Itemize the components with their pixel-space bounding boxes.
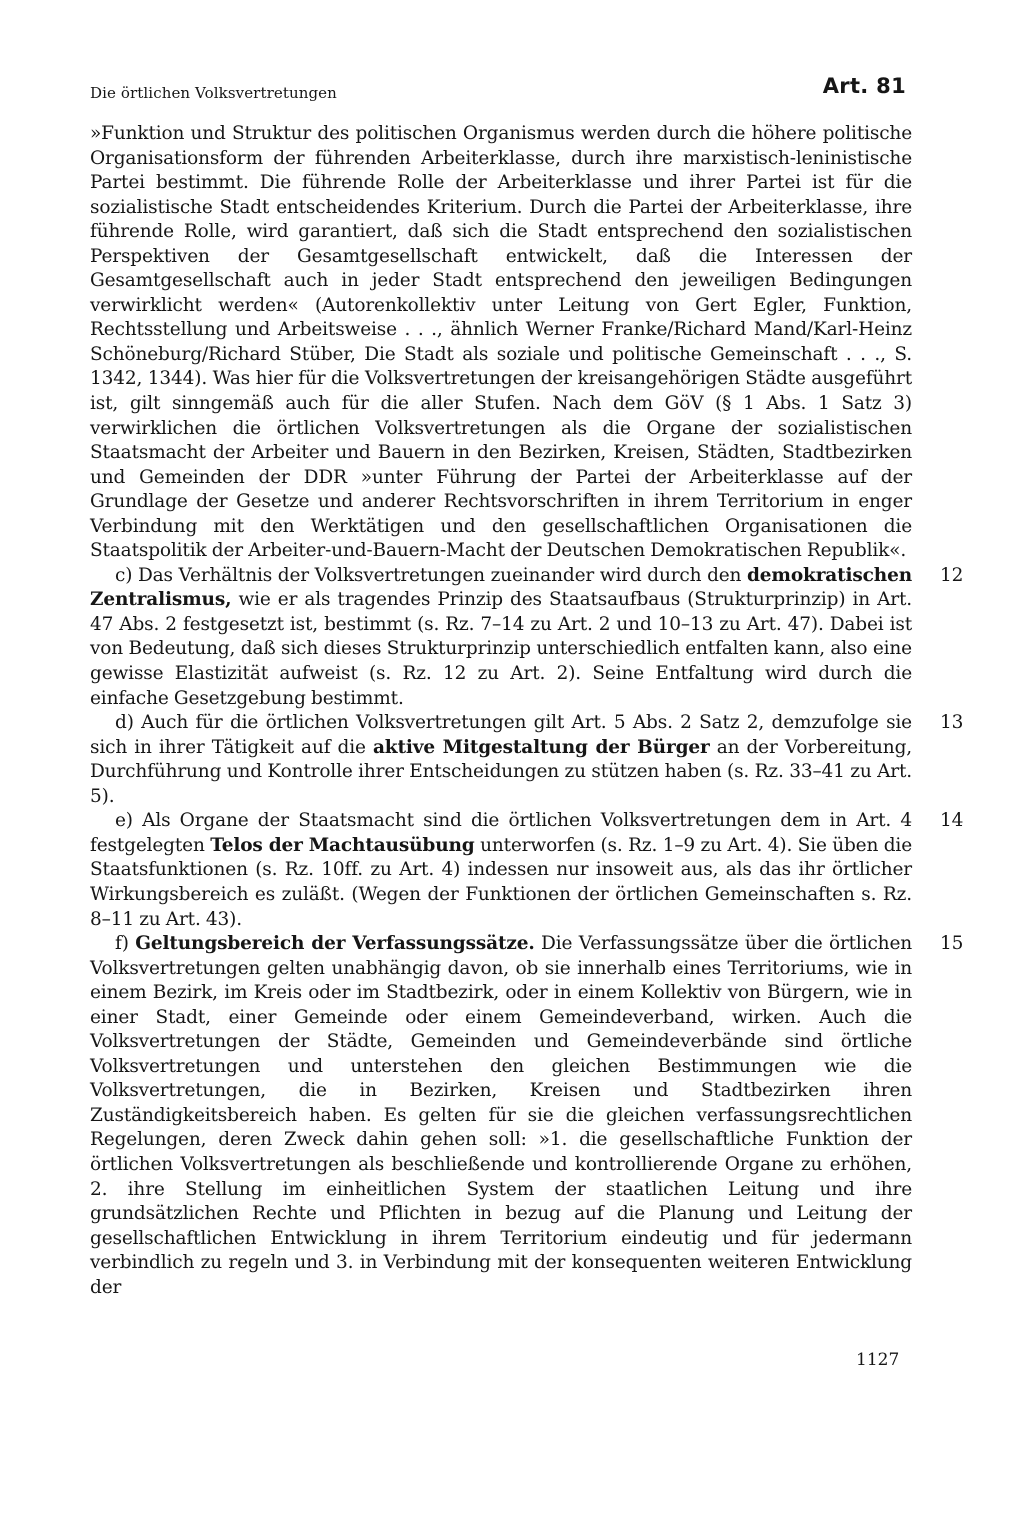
paragraph-lead: e) Als Organe der Staatsmacht sind die örtlichen Volksvertretungen dem in Art. 4 festgelegten <box>90 810 912 856</box>
body-text <box>90 122 964 1300</box>
paragraph-e <box>90 809 964 932</box>
emphasis-term: demokratischen Zentralismus, <box>90 564 912 611</box>
paragraph-rest: Die Verfassungssätze über die örtlichen Volksvertretungen gelten unabhängig davon, ob sie innerhalb eines Territoriums, wie in einem Bezirk, im Kreis oder im Stadtbezirk, oder in einem Kollektiv von Bürgern, wie in einer Stadt, einer Gemeinde oder einem Gemeindeverband, wirken. Auch die Volksvertretungen der Städte, Gemeinden und Gemeindeverbände sind örtliche Volksvertretungen und unterstehen den gleichen Bestimmungen wie die Volksvertretungen, die in Bezirken, Kreisen und Stadtbezirken ihren Zuständigkeitsbereich haben. Es gelten für sie die gleichen verfassungsrechtlichen Regelungen, deren Zweck dahin gehen soll: »1. die gesellschaftliche Funktion der örtlichen Volksvertretungen als beschließende und kontrollierende Organe zu erhöhen, 2. ihre Stellung im einheitlichen System der staatlichen Leitung und ihre grundsätzlichen Rechte und Pflichten in bezug auf die Planung und Leitung der gesellschaftlichen Entwicklung in ihrem Territorium eindeutig und für jedermann verbindlich zu regeln und 3. in Verbindung mit der konsequenten weiteren Entwicklung der <box>90 933 913 1298</box>
paragraph-f <box>90 932 964 1300</box>
emphasis-term: aktive Mitgestaltung der Bürger <box>372 736 710 758</box>
emphasis-term: Telos der Machtausübung <box>210 834 475 856</box>
paragraph-quote <box>90 122 912 564</box>
margin-number: 12 <box>940 564 964 586</box>
paragraph-lead: f) <box>115 933 136 955</box>
article-number: Art. 81 <box>822 74 906 98</box>
margin-number: 14 <box>940 810 964 832</box>
paragraph-c <box>90 564 964 711</box>
paragraph-text: »Funktion und Struktur des politischen Organismus werden durch die höhere politische Organisationsform der führenden Arbeiterklasse, durch ihre marxistisch-leninistische Partei bestimmt. Die führende Rolle der Arbeiterklasse und ihrer Partei ist für die sozialistische Stadt entscheidendes Kriterium. Durch die Partei der Arbeiterklasse, ihre führende Rolle, wird garantiert, daß sich die Stadt entsprechend den sozialistischen Perspektiven der Gesamtgesellschaft entwickelt, daß die Interessen der Gesamtgesellschaft auch in jeder Stadt entsprechend den jeweiligen Bedingungen verwirklicht werden« (Autorenkollektiv unter Leitung von Gert Egler, Funktion, Rechtsstellung und Arbeitsweise . . ., ähnlich Werner Franke/Richard Mand/Karl-Heinz Schöneburg/Richard Stüber, Die Stadt als soziale und politische Gemeinschaft . . ., S. 1342, 1344). Was hier für die Volksvertretungen der kreisangehörigen Städte ausgeführt ist, gilt sinngemäß auch für die aller Stufen. Nach dem GöV (§ 1 Abs. 1 Satz 3) verwirklichen die örtlichen Volksvertretungen als die Organe der sozialistischen Staatsmacht der Arbeiter und Bauern in den Bezirken, Kreisen, Städten, Stadtbezirken und Gemeinden der DDR »unter Führung der Partei der Arbeiterklasse auf der Grundlage der Gesetze und anderer Rechtsvorschriften in ihrem Territorium in enger Verbindung mit den Werktätigen und den gesellschaftlichen Organisationen die Staatspolitik der Arbeiter-und-Bauern-Macht der Deutschen Demokratischen Republik«. <box>90 123 912 562</box>
paragraph-rest: wie er als tragendes Prinzip des Staatsaufbaus (Strukturprinzip) in Art. 47 Abs. 2 festgesetzt ist, bestimmt (s. Rz. 7–14 zu Art. 2 und 10–13 zu Art. 47). Dabei ist von Bedeutung, daß sich dieses Strukturprinzip unterschiedlich entfalten kann, also eine gewisse Elastizität aufweist (s. Rz. 12 zu Art. 2). Seine Entfaltung wird durch die einfache Gesetzgebung bestimmt. <box>90 589 912 709</box>
page-number: 1127 <box>856 1350 900 1370</box>
paragraph-rest: unterworfen (s. Rz. 1–9 zu Art. 4). Sie üben die Staatsfunktionen (s. Rz. 10ff. zu Art. 4) indessen nur insoweit aus, als das ihr örtlicher Wirkungsbereich es zuläßt. (Wegen der Funktionen der örtlichen Gemeinschaften s. Rz. 8–11 zu Art. 43). <box>90 834 912 930</box>
emphasis-term: Geltungsbereich der Verfassungssätze. <box>135 933 535 955</box>
paragraph-rest: an der Vorbereitung, Durchführung und Kontrolle ihrer Entscheidungen zu stützen haben (s. Rz. 33–41 zu Art. 5). <box>90 736 912 807</box>
paragraph-d <box>90 711 964 809</box>
margin-number: 13 <box>940 712 964 734</box>
paragraph-lead: c) Das Verhältnis der Volksvertretungen zueinander wird durch den <box>115 564 747 586</box>
margin-number: 15 <box>940 933 964 955</box>
running-head: Die örtlichen Volksvertretungen <box>90 84 337 102</box>
paragraph-lead: d) Auch für die örtlichen Volksvertretungen gilt Art. 5 Abs. 2 Satz 2, demzufolge sie sich in ihrer Tätigkeit auf die <box>90 712 912 758</box>
